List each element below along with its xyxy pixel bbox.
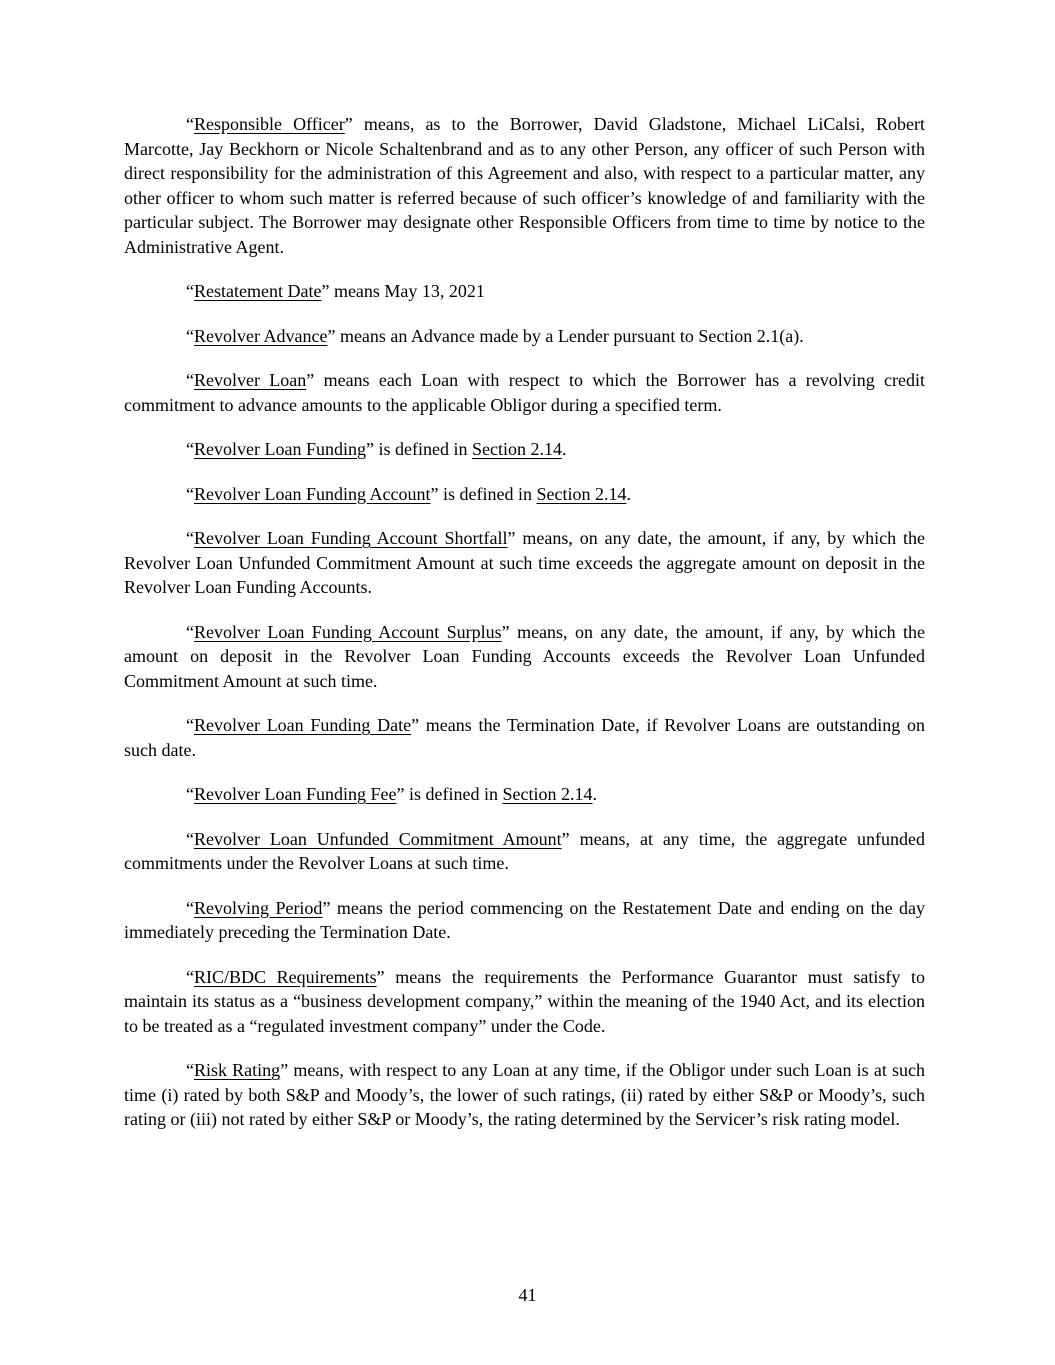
text-run: ” means an Advance made by a Lender pursuant to Section 2.1(a). (327, 325, 804, 346)
defined-term: Section 2.14 (536, 483, 627, 504)
text-run: “ (186, 621, 194, 642)
paragraph (124, 437, 925, 462)
text-run: ” means May 13, 2021 (321, 281, 485, 301)
paragraph (124, 482, 925, 507)
defined-term: Restatement Date (194, 281, 322, 301)
text-run: “ (186, 897, 194, 918)
defined-term: Section 2.14 (471, 439, 562, 459)
paragraph (124, 1058, 925, 1132)
defined-term: Responsible Officer (194, 114, 345, 134)
text-run: ” means, on any date, the amount, if any, by which the Revolver Loan Unfunded Commitment Amount at such time exceeds the aggregate amount on deposit in the Revolver Loan Funding Accounts. (124, 528, 926, 597)
defined-term: Revolver Loan Funding (194, 439, 366, 459)
defined-term: RIC/BDC Requirements (194, 966, 377, 987)
text-run: ” means, with respect to any Loan at any time, if the Obligor under such Loan is at such time (i) rated by both S&P and Moody’s, the lower of such ratings, (ii) rated by either S&P or Moody’s, such rating or (iii) not rated by either S&P or Moody’s, the rating determined by the Servicer’s risk rating model. (124, 1060, 925, 1129)
defined-term: Revolver Loan Funding Fee (194, 784, 397, 804)
text-run: “ (186, 784, 194, 804)
text-run: “ (186, 715, 194, 735)
defined-term: Revolver Loan Unfunded Commitment Amount (194, 828, 562, 849)
text-run: “ (186, 370, 194, 390)
text-run: “ (186, 325, 194, 346)
defined-term: Revolver Loan Funding Account Shortfall (194, 528, 508, 548)
text-run: ” means the Termination Date, if Revolver Loans are outstanding on such date. (124, 715, 925, 760)
defined-term: Revolver Advance (194, 325, 328, 346)
text-run: ” means each Loan with respect to which the Borrower has a revolving credit commitment to advance amounts to the applicable Obligor during a specified term. (124, 370, 926, 415)
text-run: “ (186, 966, 194, 987)
text-run: . (626, 483, 631, 504)
text-run: ” is defined in (396, 784, 503, 804)
defined-term: Revolving Period (194, 897, 323, 918)
text-run: “ (186, 439, 194, 459)
paragraph (124, 324, 925, 349)
text-run: . (592, 784, 597, 804)
defined-term: Revolver Loan (194, 370, 307, 390)
text-run: “ (186, 1060, 194, 1080)
text-run: . (561, 439, 567, 459)
paragraph (124, 827, 925, 876)
defined-term: Risk Rating (194, 1060, 281, 1080)
paragraph (124, 713, 925, 762)
paragraph (124, 782, 925, 807)
text-run: ” means the period commencing on the Restatement Date and ending on the day immediately preceding the Termination Date. (124, 897, 925, 942)
page-number: 41 (518, 1284, 537, 1305)
text-run: “ (186, 828, 194, 849)
paragraph (124, 896, 925, 945)
paragraph (124, 368, 925, 417)
document-body (124, 112, 925, 1132)
text-run: ” is defined in (365, 439, 472, 459)
defined-term: Revolver Loan Funding Account Surplus (194, 621, 502, 642)
paragraph (124, 620, 925, 694)
paragraph (124, 112, 925, 259)
paragraph (124, 526, 925, 600)
text-run: “ (186, 483, 194, 504)
text-run: ” means, as to the Borrower, David Gladstone, Michael LiCalsi, Robert Marcotte, Jay Beckhorn or Nicole Schaltenbrand and as to any other Person, any officer of such Person with direct responsibility for the administration of this Agreement and also, with respect to a particular matter, any other officer to whom such matter is referred because of such officer’s knowledge of and familiarity with the particular subject. The Borrower may designate other Responsible Officers from time to time by notice to the Administrative Agent. (124, 114, 925, 257)
text-run: ” means, on any date, the amount, if any, by which the amount on deposit in the Revolver Loan Funding Accounts exceeds the Revolver Loan Unfunded Commitment Amount at such time. (124, 621, 925, 691)
text-run: ” means the requirements the Performance Guarantor must satisfy to maintain its status as a “business development company,” within the meaning of the 1940 Act, and its election to be treated as a “regulated investment company” under the Code. (124, 966, 925, 1036)
paragraph (124, 279, 925, 304)
text-run: “ (186, 528, 194, 548)
text-run: ” means, at any time, the aggregate unfunded commitments under the Revolver Loans at such time. (124, 828, 925, 873)
defined-term: Revolver Loan Funding Date (194, 715, 412, 735)
defined-term: Revolver Loan Funding Account (194, 483, 431, 504)
text-run: “ (186, 114, 194, 134)
defined-term: Section 2.14 (502, 784, 593, 804)
text-run: “ (186, 281, 194, 301)
text-run: ” is defined in (430, 483, 537, 504)
paragraph (124, 965, 925, 1039)
